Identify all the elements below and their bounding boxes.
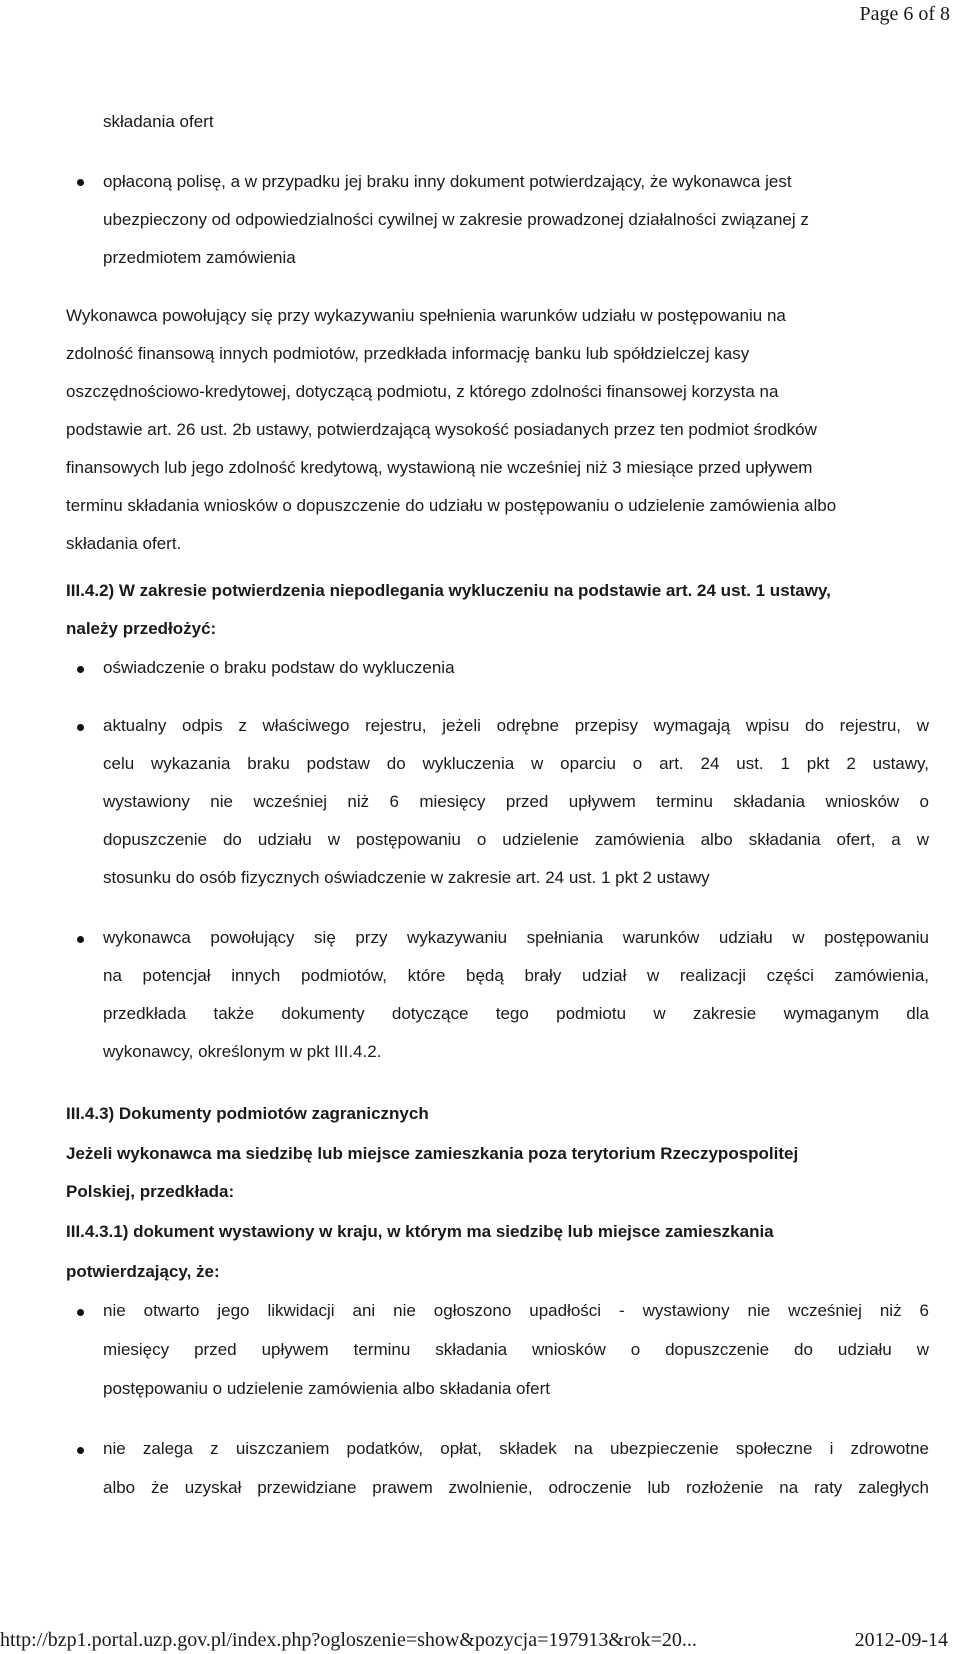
list-item-line: wystawiony nie wcześniej niż 6 miesięcy przed upływem terminu składania wniosków o: [103, 792, 929, 811]
policy-line-1: opłaconą polisę, a w przypadku jej braku inny dokument potwierdzający, że wykonawca jest: [103, 172, 792, 191]
list-item-line: wykonawcy, określonym w pkt III.4.2.: [103, 1042, 382, 1061]
policy-line-2: ubezpieczony od odpowiedzialności cywilnej w zakresie prowadzonej działalności związanej z: [103, 210, 809, 229]
list-item-line: postępowaniu o udzielenie zamówienia albo składania ofert: [103, 1379, 551, 1398]
paragraph-line: Wykonawca powołujący się przy wykazywaniu spełnienia warunków udziału w postępowaniu na: [66, 306, 786, 325]
bullet-dot: [77, 179, 84, 186]
section-heading-iii-4-3: III.4.3) Dokumenty podmiotów zagranicznych: [66, 1104, 429, 1123]
section-heading-iii-4-3-1-cont: potwierdzający, że:: [66, 1262, 220, 1281]
section-heading-iii-4-2: III.4.2) W zakresie potwierdzenia niepodlegania wykluczeniu na podstawie art. 24 ust. 1 ustawy,: [66, 581, 831, 600]
list-item-line: aktualny odpis z właściwego rejestru, jeżeli odrębne przepisy wymagają wpisu do rejestru, w: [103, 716, 929, 735]
paragraph-line: finansowych lub jego zdolność kredytową, wystawioną nie wcześniej niż 3 miesiące przed upływem: [66, 458, 813, 477]
bullet-dot: [77, 1447, 84, 1454]
list-item-line: na potencjał innych podmiotów, które będą brały udział w realizacji części zamówienia,: [103, 966, 929, 985]
paragraph-line: podstawie art. 26 ust. 2b ustawy, potwierdzającą wysokość posiadanych przez ten podmiot środków: [66, 420, 817, 439]
paragraph-line: składania ofert.: [66, 534, 182, 553]
section-heading-iii-4-2-cont: należy przedłożyć:: [66, 619, 217, 638]
list-item-line: nie otwarto jego likwidacji ani nie ogłoszono upadłości - wystawiony nie wcześniej niż 6: [103, 1301, 929, 1320]
list-item-line: celu wykazania braku podstaw do wykluczenia w oparciu o art. 24 ust. 1 pkt 2 ustawy,: [103, 754, 929, 773]
bullet-dot: [77, 936, 84, 943]
paragraph-line: terminu składania wniosków o dopuszczenie do udziału w postępowaniu o udzielenie zamówienia albo: [66, 496, 837, 515]
bullet-dot: [77, 724, 84, 731]
list-item-line: nie zalega z uiszczaniem podatków, opłat, składek na ubezpieczenie społeczne i zdrowotne: [103, 1439, 929, 1458]
footer-url: http://bzp1.portal.uzp.gov.pl/index.php?ogloszenie=show&pozycja=197913&rok=20...: [0, 1629, 697, 1651]
section-heading-iii-4-3-1: III.4.3.1) dokument wystawiony w kraju, w którym ma siedzibę lub miejsce zamieszkania: [66, 1222, 774, 1241]
list-item-line: miesięcy przed upływem terminu składania wniosków o dopuszczenie do udziału w: [103, 1340, 929, 1359]
list-item-line: wykonawca powołujący się przy wykazywaniu spełniania warunków udziału w postępowaniu: [103, 928, 929, 947]
paragraph-line: oszczędnościowo-kredytowej, dotyczącą podmiotu, z którego zdolności finansowej korzysta na: [66, 382, 779, 401]
bullet-dot: [77, 666, 84, 673]
continuation-line: składania ofert: [103, 112, 214, 131]
subheading-jezeli: Jeżeli wykonawca ma siedzibę lub miejsce zamieszkania poza terytorium Rzeczypospolitej: [66, 1144, 799, 1163]
list-item-line: albo że uzyskał przewidziane prawem zwolnienie, odroczenie lub rozłożenie na raty zaległych: [103, 1478, 929, 1497]
list-item: oświadczenie o braku podstaw do wykluczenia: [103, 658, 455, 677]
list-item-line: stosunku do osób fizycznych oświadczenie w zakresie art. 24 ust. 1 pkt 2 ustawy: [103, 868, 710, 887]
list-item-line: dopuszczenie do udziału w postępowaniu o udzielenie zamówienia albo składania ofert, a w: [103, 830, 929, 849]
list-item-line: przedkłada także dokumenty dotyczące tego podmiotu w zakresie wymaganym dla: [103, 1004, 929, 1023]
footer-date: 2012-09-14: [854, 1629, 948, 1651]
subheading-jezeli-cont: Polskiej, przedkłada:: [66, 1182, 235, 1201]
bullet-dot: [77, 1309, 84, 1316]
policy-line-3: przedmiotem zamówienia: [103, 248, 296, 267]
paragraph-line: zdolność finansową innych podmiotów, przedkłada informację banku lub spółdzielczej kasy: [66, 344, 750, 363]
page-number: Page 6 of 8: [859, 3, 950, 25]
